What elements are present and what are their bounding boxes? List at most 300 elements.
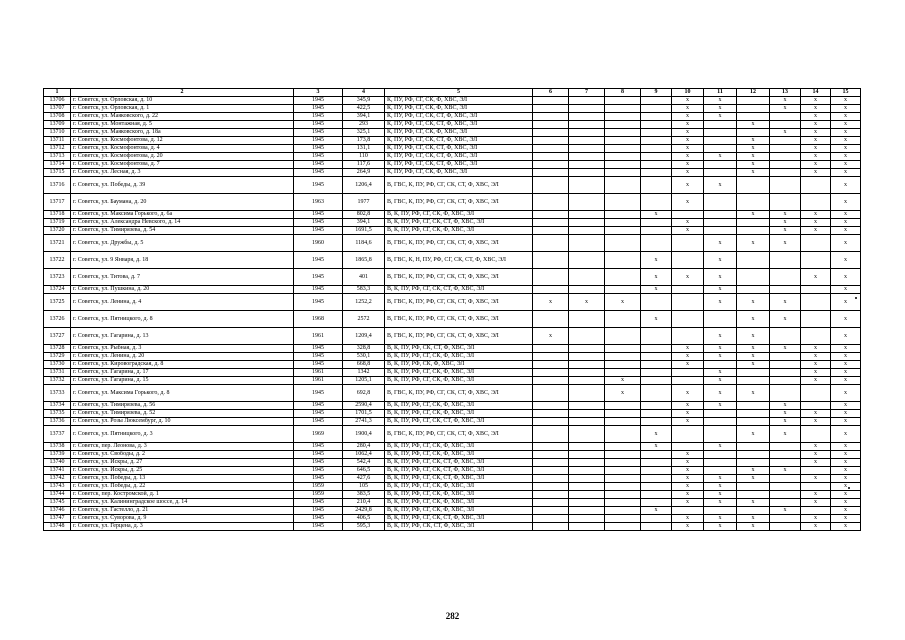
mark-cell: x bbox=[801, 105, 831, 113]
table-row bbox=[44, 145, 861, 153]
header-cell: 15 bbox=[831, 89, 861, 97]
mark-cell bbox=[704, 137, 737, 145]
header-cell: 6 bbox=[533, 89, 569, 97]
address-cell: г. Советск, ул. Тимирязева, д. 56 bbox=[71, 402, 294, 410]
record-id-cell: 13720 bbox=[44, 227, 71, 235]
address-cell: г. Советск, ул. 9 Января, д. 18 bbox=[71, 252, 294, 269]
mark-cell bbox=[770, 369, 801, 377]
mark-cell: x bbox=[831, 507, 861, 515]
mark-cell bbox=[605, 169, 641, 177]
mark-cell bbox=[605, 361, 641, 369]
address-cell: г. Советск, ул. Максима Горького, д. 6а bbox=[71, 211, 294, 219]
mark-cell: x bbox=[704, 294, 737, 311]
mark-cell bbox=[569, 311, 605, 328]
address-cell: г. Советск, ул. Тимирязева, д. 52 bbox=[71, 410, 294, 418]
year-cell: 1945 bbox=[294, 177, 343, 194]
mark-cell bbox=[569, 499, 605, 507]
record-id-cell: 13709 bbox=[44, 121, 71, 129]
mark-cell: x bbox=[704, 369, 737, 377]
mark-cell bbox=[770, 385, 801, 402]
mark-cell bbox=[801, 311, 831, 328]
mark-cell bbox=[605, 113, 641, 121]
mark-cell: x bbox=[831, 227, 861, 235]
mark-cell bbox=[770, 194, 801, 211]
area-cell: 802,8 bbox=[343, 211, 385, 219]
mark-cell bbox=[605, 402, 641, 410]
address-cell: г. Советск, ул. Максима Горького, д. 8 bbox=[71, 385, 294, 402]
mark-cell: x bbox=[831, 286, 861, 294]
mark-cell: x bbox=[801, 459, 831, 467]
mark-cell bbox=[641, 402, 672, 410]
mark-cell bbox=[533, 177, 569, 194]
mark-cell bbox=[641, 97, 672, 105]
area-cell: 2590,4 bbox=[343, 402, 385, 410]
mark-cell: x bbox=[801, 410, 831, 418]
mark-cell bbox=[569, 369, 605, 377]
mark-cell bbox=[569, 97, 605, 105]
mark-cell bbox=[641, 153, 672, 161]
mark-cell: x bbox=[672, 145, 704, 153]
year-cell: 1945 bbox=[294, 418, 343, 426]
mark-cell: x bbox=[672, 161, 704, 169]
header-cell: 3 bbox=[294, 89, 343, 97]
year-cell: 1945 bbox=[294, 451, 343, 459]
mark-cell bbox=[704, 410, 737, 418]
mark-cell bbox=[605, 475, 641, 483]
mark-cell bbox=[704, 227, 737, 235]
record-id-cell: 13734 bbox=[44, 402, 71, 410]
systems-cell: В, К, ПУ, РФ, СГ, СК, СТ, Ф, ХВС, ЭЛ bbox=[385, 459, 533, 467]
table-row bbox=[44, 523, 861, 531]
mark-cell bbox=[737, 105, 770, 113]
mark-cell: x bbox=[801, 523, 831, 531]
mark-cell bbox=[704, 507, 737, 515]
mark-cell bbox=[770, 361, 801, 369]
mark-cell bbox=[672, 426, 704, 443]
address-cell: г. Советск, ул. Ленина, д. 4 bbox=[71, 294, 294, 311]
address-cell: г. Советск, ул. Маяковского, д. 18а bbox=[71, 129, 294, 137]
mark-cell: x bbox=[831, 194, 861, 211]
mark-cell: x bbox=[801, 269, 831, 286]
record-id-cell: 13729 bbox=[44, 353, 71, 361]
mark-cell bbox=[641, 410, 672, 418]
year-cell: 1959 bbox=[294, 491, 343, 499]
mark-cell: x bbox=[801, 97, 831, 105]
systems-cell: К, ПУ, РФ, СГ, СК, Ф, ХВС, ЭЛ bbox=[385, 97, 533, 105]
mark-cell: x bbox=[672, 97, 704, 105]
mark-cell: x bbox=[831, 410, 861, 418]
mark-cell bbox=[533, 507, 569, 515]
mark-cell bbox=[569, 402, 605, 410]
systems-cell: В, К, ПУ, РФ, СГ, СК, Ф, ХВС, ЭЛ bbox=[385, 369, 533, 377]
mark-cell: x bbox=[770, 426, 801, 443]
mark-cell bbox=[533, 369, 569, 377]
mark-cell bbox=[533, 491, 569, 499]
mark-cell bbox=[533, 169, 569, 177]
mark-cell bbox=[641, 328, 672, 345]
mark-cell bbox=[605, 286, 641, 294]
systems-cell: В, К, ПУ, РФ, СГ, СК, СТ, Ф, ХВС, ЭЛ bbox=[385, 418, 533, 426]
mark-cell bbox=[641, 499, 672, 507]
record-id-cell: 13713 bbox=[44, 153, 71, 161]
table-row bbox=[44, 361, 861, 369]
mark-cell: x bbox=[672, 515, 704, 523]
year-cell: 1945 bbox=[294, 153, 343, 161]
area-cell: 1252,2 bbox=[343, 294, 385, 311]
mark-cell: x bbox=[704, 269, 737, 286]
mark-cell: x bbox=[737, 385, 770, 402]
mark-cell: x bbox=[672, 361, 704, 369]
systems-cell: К, ПУ, РФ, СГ, СК, СТ, Ф, ХВС, ЭЛ bbox=[385, 153, 533, 161]
mark-cell bbox=[801, 426, 831, 443]
mark-cell bbox=[569, 121, 605, 129]
mark-cell bbox=[605, 161, 641, 169]
mark-cell: x bbox=[605, 377, 641, 385]
systems-cell: К, ПУ, РФ, СГ, СК, Ф, ХВС, ЭЛ bbox=[385, 105, 533, 113]
mark-cell: x bbox=[831, 515, 861, 523]
address-cell: г. Советск, ул. Баумана, д. 20 bbox=[71, 194, 294, 211]
address-cell: г. Советск, ул. Пятницкого, д. 8 bbox=[71, 311, 294, 328]
mark-cell: x bbox=[801, 369, 831, 377]
mark-cell bbox=[569, 137, 605, 145]
address-cell: г. Советск, ул. Космофонтова, д. 12 bbox=[71, 137, 294, 145]
record-id-cell: 13725 bbox=[44, 294, 71, 311]
record-id-cell: 13714 bbox=[44, 161, 71, 169]
mark-cell: x bbox=[737, 294, 770, 311]
mark-cell bbox=[605, 443, 641, 451]
mark-cell bbox=[737, 410, 770, 418]
record-id-cell: 13715 bbox=[44, 169, 71, 177]
address-cell: г. Советск, ул. Победы, д. 22 bbox=[71, 483, 294, 491]
mark-cell bbox=[641, 475, 672, 483]
mark-cell bbox=[641, 177, 672, 194]
mark-cell bbox=[737, 369, 770, 377]
address-cell: г. Советск, ул. Гагарина, д. 15 bbox=[71, 377, 294, 385]
table-row bbox=[44, 369, 861, 377]
mark-cell: x bbox=[801, 145, 831, 153]
mark-cell: x bbox=[672, 129, 704, 137]
systems-cell: К, ПУ, РФ, СГ, СК, Ф, ХВС, ЭЛ bbox=[385, 129, 533, 137]
table-row bbox=[44, 194, 861, 211]
mark-cell: x bbox=[737, 311, 770, 328]
mark-cell bbox=[737, 459, 770, 467]
mark-cell bbox=[569, 269, 605, 286]
mark-cell bbox=[801, 286, 831, 294]
mark-cell bbox=[641, 491, 672, 499]
mark-cell: x bbox=[831, 475, 861, 483]
mark-cell: x bbox=[831, 105, 861, 113]
mark-cell: x bbox=[704, 177, 737, 194]
systems-cell: В, ГВС, К, Н, ПУ, РФ, СГ, СК, СТ, Ф, ХВС, ЭЛ bbox=[385, 252, 533, 269]
year-cell: 1945 bbox=[294, 499, 343, 507]
mark-cell bbox=[672, 211, 704, 219]
mark-cell: x bbox=[672, 402, 704, 410]
mark-cell: x bbox=[672, 523, 704, 531]
record-id-cell: 13732 bbox=[44, 377, 71, 385]
mark-cell bbox=[770, 491, 801, 499]
table-row bbox=[44, 294, 861, 311]
mark-cell: x bbox=[801, 129, 831, 137]
record-id-cell: 13746 bbox=[44, 507, 71, 515]
scan-speck bbox=[855, 297, 857, 299]
systems-cell: В, ГВС, К, ПУ, РФ, СГ, СК, СТ, Ф, ХВС, ЭЛ bbox=[385, 311, 533, 328]
mark-cell bbox=[569, 113, 605, 121]
mark-cell bbox=[737, 507, 770, 515]
systems-cell: В, К, ПУ, РФ, СГ, СК, Ф, ХВС, ЭЛ bbox=[385, 483, 533, 491]
table-row bbox=[44, 219, 861, 227]
mark-cell bbox=[737, 227, 770, 235]
mark-cell bbox=[605, 491, 641, 499]
buildings-table bbox=[43, 88, 861, 531]
year-cell: 1945 bbox=[294, 219, 343, 227]
mark-cell bbox=[770, 459, 801, 467]
systems-cell: В, К, ПУ, РФ, СГ, СК, СТ, Ф, ХВС, ЭЛ bbox=[385, 219, 533, 227]
address-cell: г. Советск, ул. Суворова, д. 9 bbox=[71, 515, 294, 523]
mark-cell bbox=[605, 137, 641, 145]
address-cell: г. Советск, ул. Титова, д. 7 bbox=[71, 269, 294, 286]
systems-cell: В, К, ПУ, РФ, СГ, СК, Ф, ХВС, ЭЛ bbox=[385, 451, 533, 459]
mark-cell bbox=[533, 402, 569, 410]
area-cell: 668,8 bbox=[343, 361, 385, 369]
record-id-cell: 13721 bbox=[44, 235, 71, 252]
area-cell: 105 bbox=[343, 483, 385, 491]
mark-cell: x bbox=[801, 219, 831, 227]
year-cell: 1961 bbox=[294, 328, 343, 345]
mark-cell: x bbox=[770, 211, 801, 219]
mark-cell bbox=[605, 418, 641, 426]
mark-cell bbox=[770, 377, 801, 385]
mark-cell: x bbox=[831, 491, 861, 499]
year-cell: 1945 bbox=[294, 129, 343, 137]
area-cell: 530,1 bbox=[343, 353, 385, 361]
mark-cell: x bbox=[641, 311, 672, 328]
mark-cell: x bbox=[641, 211, 672, 219]
area-cell: 383,5 bbox=[343, 491, 385, 499]
mark-cell bbox=[737, 483, 770, 491]
mark-cell bbox=[605, 121, 641, 129]
mark-cell bbox=[569, 252, 605, 269]
mark-cell: x bbox=[831, 385, 861, 402]
mark-cell bbox=[737, 402, 770, 410]
mark-cell bbox=[569, 235, 605, 252]
mark-cell bbox=[569, 169, 605, 177]
systems-cell: В, К, ПУ, РФ, СГ, СК, Ф, ХВС, ЭЛ bbox=[385, 491, 533, 499]
systems-cell: В, К, ПУ, РФ, СГ, СК, Ф, ХВС, ЭЛ bbox=[385, 443, 533, 451]
address-cell: г. Советск, ул. Космофонтова, д. 4 bbox=[71, 145, 294, 153]
mark-cell bbox=[770, 145, 801, 153]
mark-cell: x bbox=[831, 377, 861, 385]
systems-cell: В, ГВС, К, ПУ, РФ, СГ, СК, СТ, Ф, ХВС, ЭЛ bbox=[385, 177, 533, 194]
table-row bbox=[44, 227, 861, 235]
mark-cell bbox=[569, 177, 605, 194]
mark-cell bbox=[605, 410, 641, 418]
mark-cell bbox=[569, 410, 605, 418]
mark-cell bbox=[569, 328, 605, 345]
table-row bbox=[44, 105, 861, 113]
mark-cell bbox=[569, 385, 605, 402]
mark-cell: x bbox=[641, 286, 672, 294]
year-cell: 1945 bbox=[294, 353, 343, 361]
mark-cell bbox=[801, 194, 831, 211]
mark-cell: x bbox=[672, 177, 704, 194]
mark-cell bbox=[533, 105, 569, 113]
mark-cell: x bbox=[831, 467, 861, 475]
mark-cell: x bbox=[770, 467, 801, 475]
mark-cell bbox=[605, 499, 641, 507]
mark-cell: x bbox=[704, 515, 737, 523]
area-cell: 328,8 bbox=[343, 345, 385, 353]
record-id-cell: 13708 bbox=[44, 113, 71, 121]
table-row bbox=[44, 377, 861, 385]
mark-cell: x bbox=[672, 418, 704, 426]
record-id-cell: 13748 bbox=[44, 523, 71, 531]
address-cell: г. Советск, ул. Победы, д. 39 bbox=[71, 177, 294, 194]
address-cell: г. Советск, пер. Леонова, д. 3 bbox=[71, 443, 294, 451]
mark-cell bbox=[641, 113, 672, 121]
table-row bbox=[44, 499, 861, 507]
mark-cell bbox=[641, 169, 672, 177]
table-row bbox=[44, 153, 861, 161]
mark-cell bbox=[672, 235, 704, 252]
mark-cell bbox=[672, 443, 704, 451]
systems-cell: К, ПУ, РФ, СГ, СК, СТ, Ф, ХВС, ЭЛ bbox=[385, 113, 533, 121]
mark-cell bbox=[770, 137, 801, 145]
area-cell: 1865,8 bbox=[343, 252, 385, 269]
area-cell: 325,1 bbox=[343, 129, 385, 137]
mark-cell bbox=[605, 426, 641, 443]
header-cell: 1 bbox=[44, 89, 71, 97]
mark-cell bbox=[801, 328, 831, 345]
mark-cell bbox=[605, 227, 641, 235]
year-cell: 1945 bbox=[294, 145, 343, 153]
mark-cell: x bbox=[831, 426, 861, 443]
area-cell: 595,3 bbox=[343, 523, 385, 531]
mark-cell: x bbox=[831, 499, 861, 507]
header-cell: 12 bbox=[737, 89, 770, 97]
record-id-cell: 13731 bbox=[44, 369, 71, 377]
systems-cell: В, ГВС, К, ПУ, РФ, СГ, СК, СТ, Ф, ХВС, ЭЛ bbox=[385, 385, 533, 402]
address-cell: г. Советск, ул. Космофонтова, д. 7 bbox=[71, 161, 294, 169]
mark-cell: x bbox=[831, 483, 861, 491]
systems-cell: К, ПУ, РФ, СГ, СК, СТ, Ф, ХВС, ЭЛ bbox=[385, 161, 533, 169]
mark-cell: x bbox=[801, 345, 831, 353]
mark-cell: x bbox=[801, 499, 831, 507]
table-row bbox=[44, 402, 861, 410]
mark-cell bbox=[801, 467, 831, 475]
mark-cell bbox=[770, 113, 801, 121]
mark-cell bbox=[533, 194, 569, 211]
table-row bbox=[44, 353, 861, 361]
table-row bbox=[44, 235, 861, 252]
table-row bbox=[44, 507, 861, 515]
area-cell: 692,8 bbox=[343, 385, 385, 402]
area-cell: 1342 bbox=[343, 369, 385, 377]
mark-cell: x bbox=[704, 113, 737, 121]
mark-cell bbox=[569, 515, 605, 523]
mark-cell: x bbox=[641, 252, 672, 269]
mark-cell: x bbox=[831, 269, 861, 286]
mark-cell: x bbox=[801, 451, 831, 459]
year-cell: 1945 bbox=[294, 169, 343, 177]
year-cell: 1945 bbox=[294, 459, 343, 467]
mark-cell bbox=[605, 328, 641, 345]
table-row bbox=[44, 385, 861, 402]
mark-cell bbox=[770, 177, 801, 194]
mark-cell bbox=[641, 227, 672, 235]
record-id-cell: 13741 bbox=[44, 467, 71, 475]
mark-cell bbox=[737, 194, 770, 211]
mark-cell bbox=[704, 211, 737, 219]
area-cell: 1977 bbox=[343, 194, 385, 211]
mark-cell bbox=[569, 194, 605, 211]
mark-cell: x bbox=[737, 137, 770, 145]
mark-cell: x bbox=[831, 369, 861, 377]
area-cell: 110 bbox=[343, 153, 385, 161]
mark-cell bbox=[704, 361, 737, 369]
mark-cell bbox=[770, 328, 801, 345]
area-cell: 401 bbox=[343, 269, 385, 286]
area-cell: 173,8 bbox=[343, 137, 385, 145]
record-id-cell: 13724 bbox=[44, 286, 71, 294]
mark-cell: x bbox=[704, 523, 737, 531]
mark-cell: x bbox=[672, 353, 704, 361]
mark-cell: x bbox=[801, 353, 831, 361]
mark-cell: x bbox=[704, 153, 737, 161]
record-id-cell: 13710 bbox=[44, 129, 71, 137]
address-cell: г. Советск, ул. Маяковского, д. 22 bbox=[71, 113, 294, 121]
mark-cell bbox=[672, 294, 704, 311]
mark-cell: x bbox=[672, 410, 704, 418]
mark-cell bbox=[770, 499, 801, 507]
mark-cell: x bbox=[672, 169, 704, 177]
systems-cell: В, К, ПУ, РФ, СГ, СК, Ф, ХВС, ЭЛ bbox=[385, 507, 533, 515]
mark-cell bbox=[770, 169, 801, 177]
area-cell: 293 bbox=[343, 121, 385, 129]
mark-cell: x bbox=[831, 129, 861, 137]
mark-cell: x bbox=[770, 105, 801, 113]
table-row bbox=[44, 443, 861, 451]
mark-cell: x bbox=[801, 113, 831, 121]
mark-cell bbox=[569, 483, 605, 491]
table-row bbox=[44, 459, 861, 467]
header-cell: 11 bbox=[704, 89, 737, 97]
mark-cell bbox=[569, 459, 605, 467]
mark-cell: x bbox=[831, 145, 861, 153]
table-row bbox=[44, 426, 861, 443]
area-cell: 1205,1 bbox=[343, 377, 385, 385]
mark-cell bbox=[641, 161, 672, 169]
mark-cell bbox=[641, 235, 672, 252]
mark-cell: x bbox=[770, 129, 801, 137]
address-cell: г. Советск, ул. Лесная, д. 3 bbox=[71, 169, 294, 177]
mark-cell: x bbox=[704, 345, 737, 353]
mark-cell bbox=[704, 194, 737, 211]
table-row bbox=[44, 491, 861, 499]
address-cell: г. Советск, ул. Космофонтова, д. 20 bbox=[71, 153, 294, 161]
record-id-cell: 13712 bbox=[44, 145, 71, 153]
mark-cell bbox=[605, 129, 641, 137]
address-cell: г. Советск, ул. Орловская, д. 10 bbox=[71, 97, 294, 105]
systems-cell: В, ГВС, К, ПУ, РФ, СГ, СК, СТ, Ф, ХВС, ЭЛ bbox=[385, 426, 533, 443]
mark-cell bbox=[605, 483, 641, 491]
mark-cell bbox=[533, 219, 569, 227]
mark-cell bbox=[672, 377, 704, 385]
mark-cell: x bbox=[672, 451, 704, 459]
address-cell: г. Советск, ул. Победы, д. 13 bbox=[71, 475, 294, 483]
year-cell: 1945 bbox=[294, 361, 343, 369]
mark-cell: x bbox=[801, 153, 831, 161]
mark-cell: x bbox=[704, 402, 737, 410]
